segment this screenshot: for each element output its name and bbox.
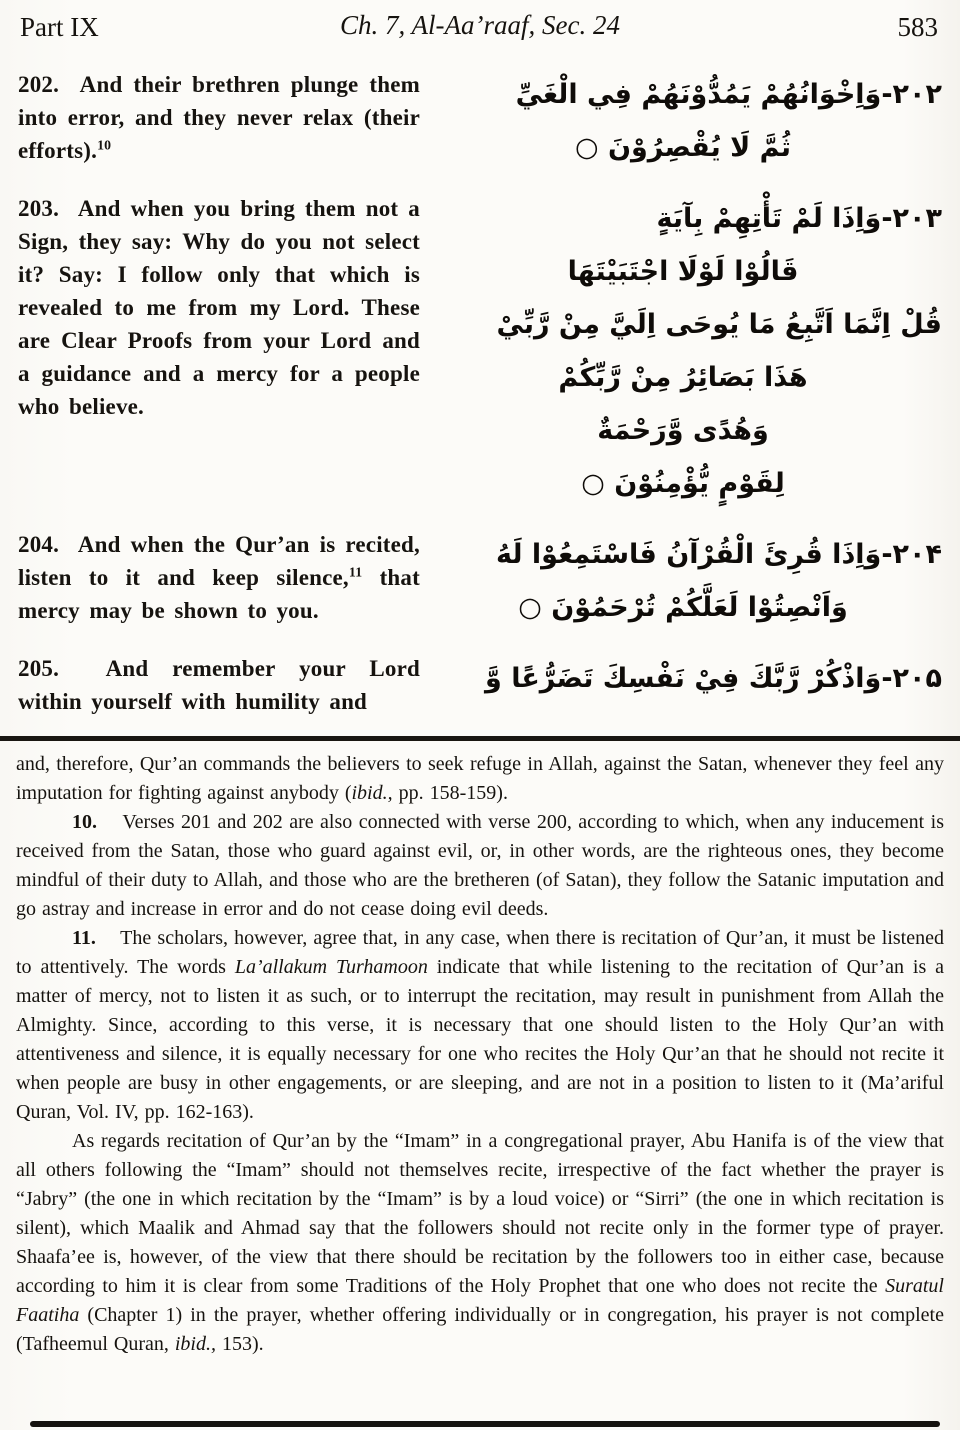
text-run: 202. And their brethren plunge them into error, and they never relax (their efforts).	[18, 72, 420, 163]
footnote-paragraph	[16, 808, 944, 924]
arabic-line: ۲۰۴-وَاِذَا قُرِئَ الْقُرْآنُ فَاسْتَمِعُوْا لَهُ	[496, 539, 942, 570]
footnote-ref-sup: 11	[348, 564, 363, 580]
footnote-paragraph	[16, 750, 944, 808]
text-run: 204. And when the Qur’an is recited, listen to it and keep silence,	[18, 532, 420, 590]
italic-run: La’allakum Turhamoon	[234, 956, 428, 978]
arabic-line: وَهُدًى وَّرَحْمَةٌ	[597, 415, 769, 446]
chapter-title: Ch. 7, Al-Aa’raaf, Sec. 24	[340, 10, 620, 40]
text-run: 153).	[216, 1333, 264, 1355]
text-run: The scholars, however, agree that, in any case, when there is recitation of Qur’an, it must be listened to attentively. The words	[16, 927, 944, 978]
arabic-line: لِقَوْمٍ يُّؤْمِنُوْنَ ○	[581, 468, 785, 499]
verse-arabic-205	[420, 652, 942, 705]
text-run: As regards recitation of Qur’an by the “Imam” in a congregational prayer, Abu Hanifa is of the view that all others following the “Imam” should not themselves recite, irrespective of the fact whether the prayer is “Jabry” (the one in which recitation by the “Imam” is by a loud voice) or “Sirri” (the one in which recitation is silent), which Maalik and Ahmad say that the followers should not recite only in the former type of prayer. Shaafa’ee is, however, of the view that there should be recitation by the followers too in either case, because according to him it is clear from some Traditions of the Holy Prophet that one who does not recite the	[16, 1130, 944, 1297]
verse-row-204	[18, 528, 942, 634]
italic-run: ibid.,	[174, 1333, 216, 1355]
text-run: (Chapter 1) in the prayer, whether offering individually or in congregation, his prayer is not complete (Tafheemul Quran,	[16, 1304, 944, 1355]
bold-run: 11.	[72, 927, 96, 949]
arabic-line: قُلْ اِنَّمَا اَتَّبِعُ مَا يُوحَى اِلَيَّ مِنْ رَّبِّيْ	[496, 309, 942, 340]
text-run: 203. And when you bring them not a Sign, they say: Why do you not select it? Say: I follow only that which is revealed to me from my Lord. These are Clear Proofs from your Lord and a guidance and a mercy for a people who believe.	[18, 196, 420, 419]
verse-english-205	[18, 652, 420, 718]
text-run: that mercy may be shown to you.	[18, 565, 420, 623]
verse-english-202	[18, 68, 420, 167]
arabic-line: ثُمَّ لَا يُقْصِرُوْنَ ○	[575, 132, 791, 163]
verse-arabic-202	[420, 68, 942, 174]
text-run: pp. 158-159).	[392, 782, 508, 804]
footnote-paragraph	[16, 924, 944, 1127]
page-number: 583	[897, 12, 938, 42]
verse-arabic-204	[420, 528, 942, 634]
verses-section	[18, 68, 942, 718]
verse-row-202	[18, 68, 942, 174]
verse-english-204	[18, 528, 420, 627]
text-run: Verses 201 and 202 are also connected with verse 200, according to which, when any inducement is received from the Satan, those who guard against evil, or, in other words, are the righteous ones, they become mindful of their duty to Allah, and those who are the bretheren (of Satan), they follow the Satanic imputation and go astray and increase in error and do not cease doing evil deeds.	[16, 811, 944, 920]
verse-row-203	[18, 192, 942, 510]
footnotes-section	[0, 741, 960, 1359]
verse-english-203	[18, 192, 420, 423]
italic-run: ibid.,	[351, 782, 393, 804]
arabic-line: ۲۰۲-وَاِخْوَانُهُمْ يَمُدُّوْنَهُمْ فِي الْغَيِّ	[515, 79, 942, 110]
bold-run: 10.	[72, 811, 97, 833]
page-header	[18, 10, 942, 52]
verse-arabic-203	[420, 192, 942, 510]
bottom-page-rule	[30, 1421, 940, 1427]
text-run: and, therefore, Qur’an commands the believers to seek refuge in Allah, against the Satan, whenever they feel any imputation for fighting against anybody (	[16, 753, 944, 804]
arabic-line: هَذَا بَصَائِرُ مِنْ رَّبِّكُمْ	[558, 362, 808, 393]
arabic-line: وَاَنْصِتُوْا لَعَلَّكُمْ تُرْحَمُوْنَ ○	[518, 592, 848, 623]
verse-row-205	[18, 652, 942, 718]
footnote-ref-sup: 10	[97, 137, 112, 153]
part-label: Part IX	[20, 12, 99, 42]
arabic-line: قَالُوْا لَوْلَا اجْتَبَيْتَهَا	[567, 256, 799, 287]
arabic-line: ۲۰۵-وَاذْكُرْ رَّبَّكَ فِيْ نَفْسِكَ تَضَرُّعًا وَّ	[485, 663, 942, 694]
italic-run: Suratul Faatiha	[16, 1275, 944, 1326]
footnote-paragraph	[16, 1127, 944, 1359]
text-run: indicate that while listening to the recitation of Qur’an is a matter of mercy, not to listen it as such, or to interrupt the recitation, may result in punishment from Allah the Almighty. Since, according to this verse, it is necessary that one should listen to the Holy Qur’an with attentiveness and silence, it is equally necessary for one who recites the Holy Qur’an that he should not recite it when people are busy in other engagements, or are sleeping, and are not in a position to listen to it (Ma’ariful Quran, Vol. IV, pp. 162-163).	[16, 956, 944, 1123]
arabic-line: ۲۰۳-وَاِذَا لَمْ تَأْتِهِمْ بِآيَةٍ	[656, 203, 942, 234]
text-run: 205. And remember your Lord within yourself with humility and	[18, 656, 420, 714]
